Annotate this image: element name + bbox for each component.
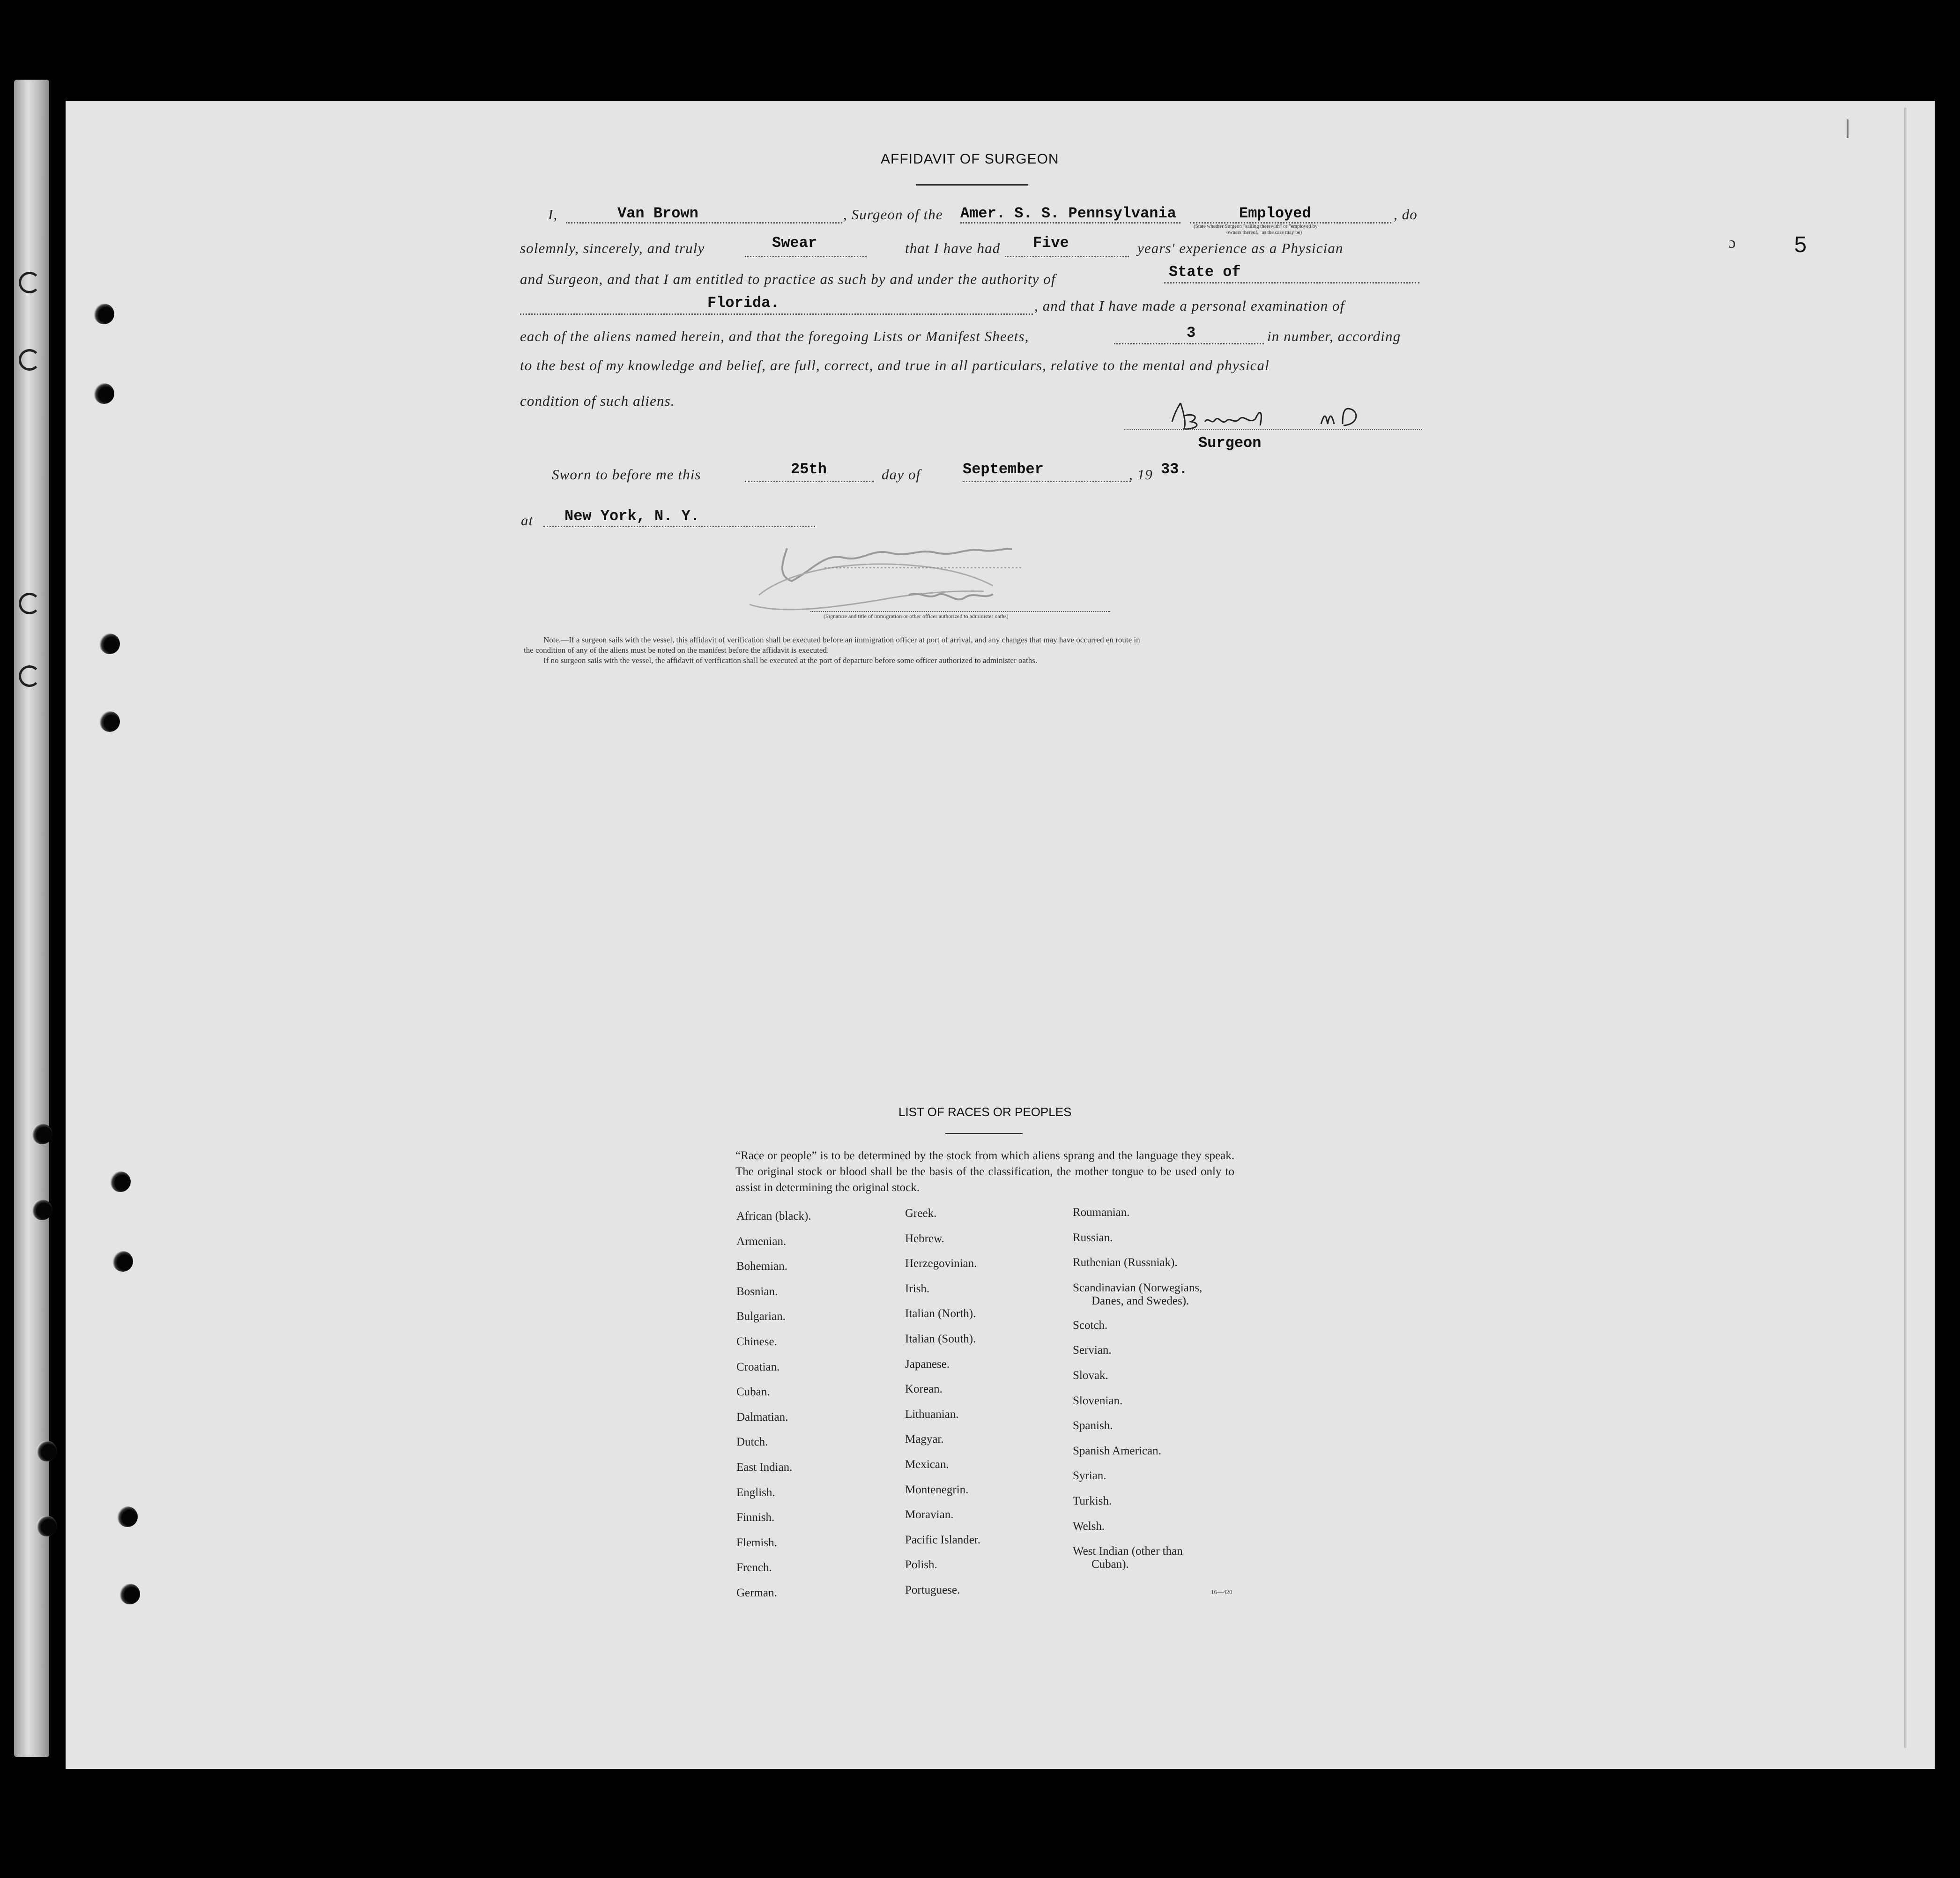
sworn-mid: day of bbox=[882, 466, 921, 483]
race-item: Scandinavian (Norwegians, bbox=[1073, 1281, 1203, 1294]
years-experience: Five bbox=[1033, 234, 1069, 252]
at-prefix: at bbox=[521, 512, 534, 529]
binder-hole-icon bbox=[19, 349, 40, 371]
authority-2: Florida. bbox=[707, 294, 780, 312]
race-item: Mexican. bbox=[905, 1458, 949, 1471]
race-item: Flemish. bbox=[736, 1536, 777, 1549]
day-field bbox=[745, 479, 874, 482]
race-item: Ruthenian (Russniak). bbox=[1073, 1256, 1178, 1269]
race-item: Russian. bbox=[1073, 1231, 1113, 1244]
sworn-year-prefix: , 19 bbox=[1129, 466, 1153, 483]
races-column-1 bbox=[736, 1210, 811, 1612]
place-field bbox=[543, 524, 815, 527]
line1-mid: , Surgeon of the bbox=[843, 206, 943, 223]
binder-hole-icon bbox=[19, 272, 40, 293]
status-field bbox=[1190, 220, 1391, 224]
sheet-count: 3 bbox=[1187, 324, 1196, 342]
races-title-underline bbox=[945, 1133, 1023, 1134]
affidavit-title: AFFIDAVIT OF SURGEON bbox=[881, 151, 1059, 167]
race-item: Irish. bbox=[905, 1282, 930, 1295]
punch-hole-icon bbox=[32, 1124, 52, 1144]
race-item: Herzegovinian. bbox=[905, 1257, 977, 1270]
line1-suffix: , do bbox=[1394, 206, 1418, 223]
note-line-2: the condition of any of the aliens must be noted on the manifest before the affidavit is executed. bbox=[524, 646, 829, 655]
form-code: 16—420 bbox=[1211, 1588, 1232, 1595]
race-item: Pacific Islander. bbox=[905, 1533, 981, 1546]
race-item: French. bbox=[736, 1561, 772, 1574]
races-column-2 bbox=[905, 1207, 980, 1609]
punch-hole-icon bbox=[119, 1584, 140, 1604]
status-note-1: (State whether Surgeon "sailing therewith" or "employed by bbox=[1194, 224, 1318, 229]
race-item: Croatian. bbox=[736, 1360, 780, 1373]
page-number: 5 bbox=[1794, 232, 1807, 257]
sworn-day: 25th bbox=[791, 461, 827, 478]
surgeon-label: Surgeon bbox=[1198, 434, 1262, 452]
authority-1: State of bbox=[1169, 263, 1241, 281]
page-mark bbox=[1847, 119, 1849, 138]
vessel-name: Amer. S. S. Pennsylvania bbox=[960, 205, 1176, 222]
race-item: English. bbox=[736, 1486, 775, 1499]
binder-strip bbox=[14, 80, 49, 1757]
race-item: Bosnian. bbox=[736, 1285, 778, 1298]
punch-hole-icon bbox=[110, 1171, 131, 1192]
race-item: Montenegrin. bbox=[905, 1483, 969, 1496]
punch-hole-icon bbox=[112, 1251, 133, 1272]
race-item: Lithuanian. bbox=[905, 1408, 959, 1421]
manifest-page bbox=[66, 101, 1935, 1769]
vessel-field bbox=[960, 220, 1180, 224]
punch-hole-icon bbox=[37, 1441, 57, 1461]
surgeon-name-field bbox=[566, 220, 842, 224]
page-edge bbox=[1904, 108, 1908, 1748]
line4-suffix: , and that I have made a personal examination of bbox=[1034, 298, 1345, 314]
race-item: Bulgarian. bbox=[736, 1310, 786, 1323]
binder-hole-icon bbox=[19, 665, 40, 687]
race-item: Cuban. bbox=[736, 1386, 770, 1399]
races-column-3 bbox=[1073, 1206, 1202, 1583]
sworn-place: New York, N. Y. bbox=[564, 507, 700, 525]
line7-text: condition of such aliens. bbox=[520, 393, 675, 409]
oath-field bbox=[745, 254, 867, 257]
race-item: Welsh. bbox=[1073, 1520, 1105, 1533]
surgeon-signature bbox=[1166, 398, 1382, 436]
note-line-3: If no surgeon sails with the vessel, the affidavit of verification shall be executed at the port of departure before some officer authorized to administer oaths. bbox=[543, 656, 1038, 665]
race-item: Italian (South). bbox=[905, 1332, 976, 1345]
race-item: Dutch. bbox=[736, 1436, 768, 1449]
race-item: African (black). bbox=[736, 1210, 811, 1222]
officer-signature-line bbox=[810, 609, 1110, 612]
line5-prefix: each of the aliens named herein, and that the foregoing Lists or Manifest Sheets, bbox=[520, 328, 1029, 344]
race-item: Greek. bbox=[905, 1207, 937, 1220]
binder-hole-icon bbox=[19, 593, 40, 614]
authority-field-1 bbox=[1164, 280, 1419, 283]
title-underline bbox=[916, 184, 1028, 186]
race-item: Japanese. bbox=[905, 1357, 950, 1371]
punch-hole-icon bbox=[117, 1506, 138, 1527]
race-item: Italian (North). bbox=[905, 1307, 976, 1320]
line2-mid: that I have had bbox=[905, 240, 1001, 256]
sheets-field bbox=[1114, 341, 1264, 344]
race-item: Korean. bbox=[905, 1383, 943, 1396]
race-item: Cuban). bbox=[1091, 1558, 1129, 1571]
punch-hole-icon bbox=[94, 304, 114, 324]
race-item: Polish. bbox=[905, 1558, 937, 1572]
punch-hole-icon bbox=[94, 383, 114, 404]
race-item: East Indian. bbox=[736, 1461, 793, 1474]
sworn-month: September bbox=[963, 461, 1044, 478]
race-item: Syrian. bbox=[1073, 1469, 1106, 1483]
race-item: West Indian (other than bbox=[1073, 1545, 1183, 1558]
races-title: LIST OF RACES OR PEOPLES bbox=[898, 1105, 1072, 1119]
oath-word: Swear bbox=[772, 234, 817, 252]
line2-suffix: years' experience as a Physician bbox=[1137, 240, 1344, 256]
race-item: Slovenian. bbox=[1073, 1394, 1123, 1407]
signature-line bbox=[1124, 427, 1422, 430]
race-item: Spanish. bbox=[1073, 1419, 1113, 1432]
surgeon-status: Employed bbox=[1239, 205, 1311, 222]
race-item: Hebrew. bbox=[905, 1232, 944, 1245]
punch-hole-icon bbox=[99, 711, 120, 732]
race-item: Chinese. bbox=[736, 1335, 777, 1348]
status-note-2: owners thereof," as the case may be) bbox=[1226, 230, 1302, 235]
punch-hole-icon bbox=[32, 1200, 52, 1220]
punch-hole-icon bbox=[99, 633, 120, 654]
race-item: Danes, and Swedes). bbox=[1091, 1294, 1189, 1307]
sworn-year: 33. bbox=[1161, 461, 1188, 478]
race-item: Scotch. bbox=[1073, 1319, 1108, 1332]
race-item: Finnish. bbox=[736, 1511, 775, 1524]
race-item: Magyar. bbox=[905, 1433, 944, 1446]
race-item: Servian. bbox=[1073, 1344, 1112, 1357]
line2-prefix: solemnly, sincerely, and truly bbox=[520, 240, 705, 256]
race-item: Dalmatian. bbox=[736, 1410, 788, 1423]
line6-text: to the best of my knowledge and belief, are full, correct, and true in all particulars, relative to the mental and physical bbox=[520, 357, 1270, 373]
note-line-1: Note.—If a surgeon sails with the vessel, this affidavit of verification shall be executed before an immigration officer at port of arrival, and any changes that may have occurred en route in bbox=[543, 635, 1140, 644]
years-field bbox=[1005, 254, 1129, 257]
race-item: German. bbox=[736, 1586, 777, 1599]
line5-suffix: in number, according bbox=[1267, 328, 1401, 344]
line3-text: and Surgeon, and that I am entitled to practice as such by and under the authority of bbox=[520, 271, 1056, 287]
sworn-prefix: Sworn to before me this bbox=[552, 466, 701, 483]
race-item: Turkish. bbox=[1073, 1494, 1112, 1507]
corner-mark: ɔ bbox=[1729, 234, 1736, 252]
officer-caption: (Signature and title of immigration or other officer authorized to administer oaths) bbox=[824, 613, 1009, 619]
race-item: Spanish American. bbox=[1073, 1444, 1161, 1457]
race-item: Bohemian. bbox=[736, 1260, 788, 1273]
punch-hole-icon bbox=[37, 1516, 57, 1536]
line1-prefix: I, bbox=[548, 206, 558, 223]
race-item: Armenian. bbox=[736, 1235, 787, 1248]
race-item: Slovak. bbox=[1073, 1369, 1108, 1382]
surgeon-name: Van Brown bbox=[617, 205, 698, 222]
month-field bbox=[963, 479, 1131, 482]
race-item: Roumanian. bbox=[1073, 1206, 1130, 1219]
race-item: Portuguese. bbox=[905, 1583, 960, 1596]
authority-field-2 bbox=[520, 312, 1033, 315]
race-item: Moravian. bbox=[905, 1508, 954, 1521]
races-intro: “Race or people” is to be determined by the stock from which aliens sprang and the language they speak. The original stock or blood shall be the basis of the classification, the mother tongue to be used only to assist in determining the original stock. bbox=[735, 1149, 1234, 1194]
